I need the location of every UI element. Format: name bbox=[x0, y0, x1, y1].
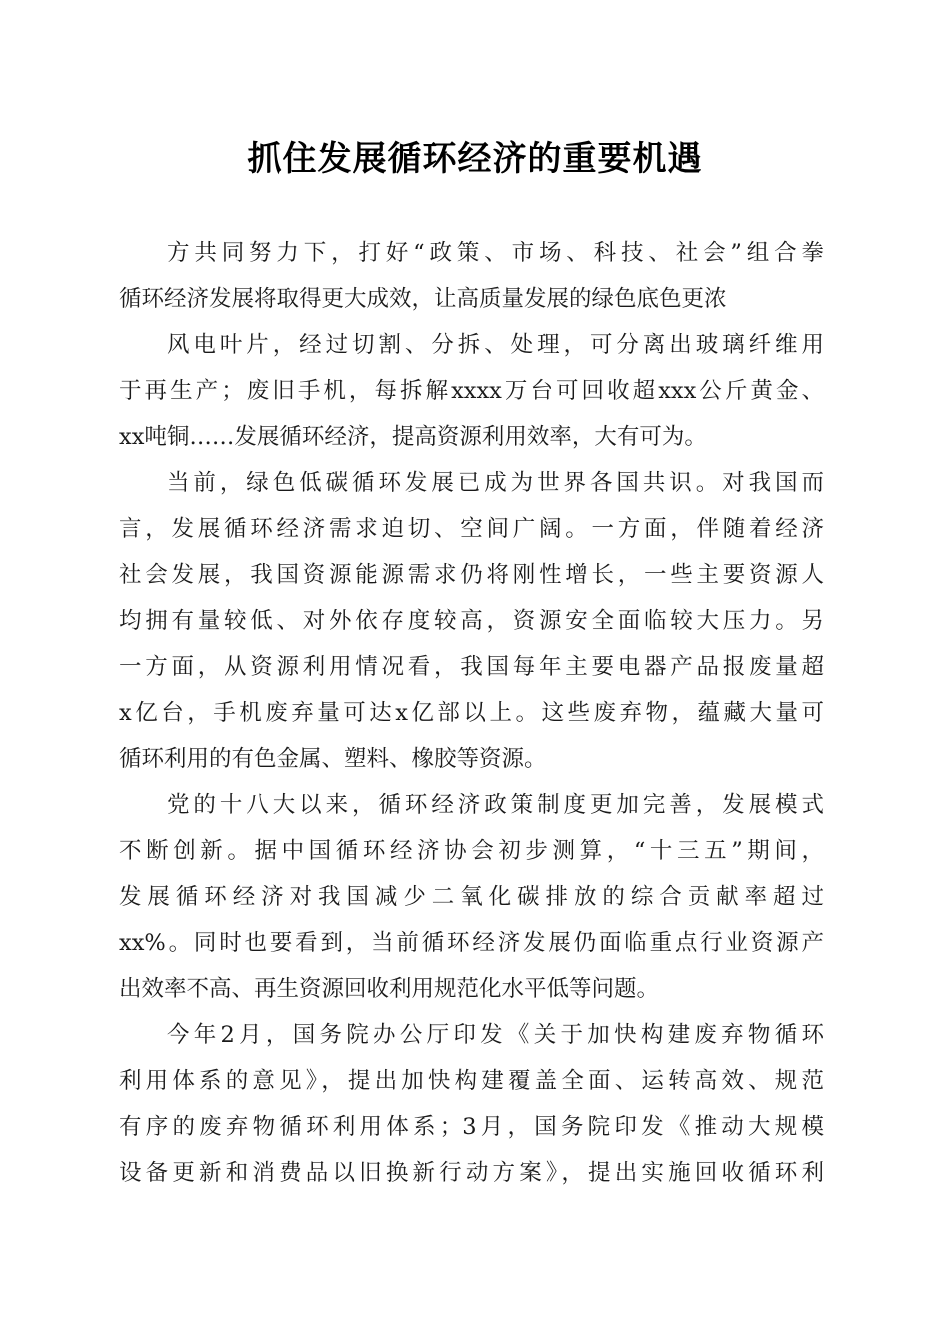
text-line: 一方面，从资源利用情况看，我国每年主要电器产品报废量超 bbox=[119, 654, 824, 680]
text-line: xx%。同时也要看到，当前循环经济发展仍面临重点行业资源产 bbox=[119, 930, 824, 956]
text-line: 发展循环经济对我国减少二氧化碳排放的综合贡献率超过 bbox=[119, 884, 824, 910]
text-line: 不断创新。据中国循环经济协会初步测算，“十三五”期间， bbox=[119, 838, 824, 864]
text-line: 均拥有量较低、对外依存度较高，资源安全面临较大压力。另 bbox=[119, 608, 824, 634]
text-line: 风电叶片，经过切割、分拆、处理，可分离出玻璃纤维用 bbox=[167, 332, 824, 358]
text-line: 于再生产；废旧手机，每拆解xxxx万台可回收超xxx公斤黄金、 bbox=[119, 378, 824, 404]
document-title: 抓住发展循环经济的重要机遇 bbox=[247, 139, 703, 179]
text-line: 利用体系的意见》，提出加快构建覆盖全面、运转高效、规范 bbox=[119, 1068, 824, 1094]
text-line: 今年2月，国务院办公厅印发《关于加快构建废弃物循环 bbox=[167, 1022, 824, 1048]
text-line: x亿台，手机废弃量可达x亿部以上。这些废弃物，蕴藏大量可 bbox=[119, 700, 824, 726]
text-line: 言，发展循环经济需求迫切、空间广阔。一方面，伴随着经济 bbox=[119, 516, 824, 542]
text-line: 循环经济发展将取得更大成效，让高质量发展的绿色底色更浓 bbox=[119, 286, 727, 312]
text-line: 社会发展，我国资源能源需求仍将刚性增长，一些主要资源人 bbox=[119, 562, 824, 588]
text-line: xx吨铜……发展循环经济，提高资源利用效率，大有可为。 bbox=[119, 424, 707, 450]
text-line: 出效率不高、再生资源回收利用规范化水平低等问题。 bbox=[119, 976, 660, 1002]
text-line: 设备更新和消费品以旧换新行动方案》，提出实施回收循环利 bbox=[119, 1160, 824, 1186]
text-line: 循环利用的有色金属、塑料、橡胶等资源。 bbox=[119, 746, 547, 772]
text-line: 当前，绿色低碳循环发展已成为世界各国共识。对我国而 bbox=[167, 470, 824, 496]
document-body bbox=[119, 230, 824, 1196]
text-line: 方共同努力下，打好“政策、市场、科技、社会”组合拳 bbox=[167, 240, 824, 266]
text-line: 有序的废弃物循环利用体系；3月，国务院印发《推动大规模 bbox=[119, 1114, 824, 1140]
text-line: 党的十八大以来，循环经济政策制度更加完善，发展模式 bbox=[167, 792, 824, 818]
